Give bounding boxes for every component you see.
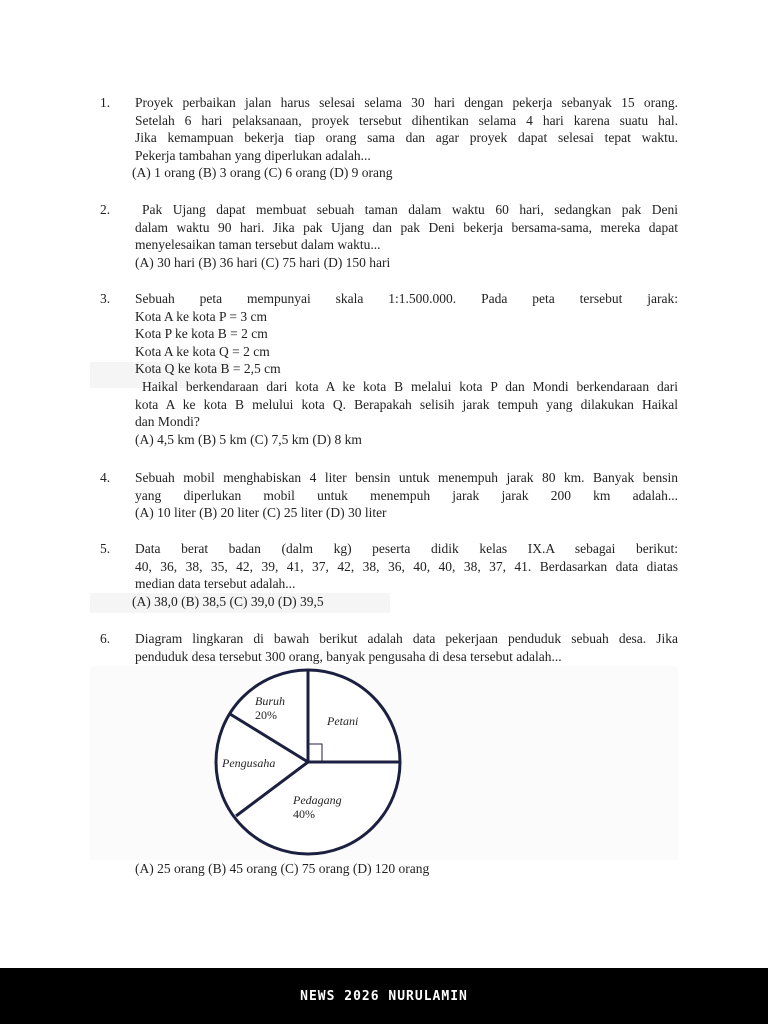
question-text-line: Sebuah peta mempunyai skala 1:1.500.000. Pada peta tersebut jarak: — [135, 291, 678, 306]
question-text-line: Sebuah mobil menghabiskan 4 liter bensin untuk menempuh jarak 80 km. Banyak bensin — [135, 470, 678, 485]
question-6-options — [100, 860, 678, 878]
question-number: 1. — [100, 95, 111, 110]
answer-options: (A) 1 orang (B) 3 orang (C) 6 orang (D) 9 orang — [132, 165, 393, 181]
question-2 — [100, 201, 678, 271]
pie-chart — [90, 666, 678, 860]
question-number: 3. — [100, 291, 111, 306]
question-text-line: 40, 36, 38, 35, 42, 39, 41, 37, 42, 38, 36, 40, 40, 38, 37, 41. Berdasarkan data diatas — [135, 558, 678, 574]
question-text-line: Pekerja tambahan yang diperlukan adalah... — [135, 147, 371, 163]
question-text-line: Jika kemampuan bekerja tiap orang sama dan agar proyek dapat selesai tepat waktu. — [135, 130, 678, 146]
question-text-line: kota A ke kota B melului kota Q. Berapakah selisih jarak tempuh yang dilakukan Haikal — [135, 396, 678, 412]
answer-options: (A) 25 orang (B) 45 orang (C) 75 orang (D) 120 orang — [135, 861, 430, 876]
slice-label-pedagang — [293, 793, 342, 821]
slice-label-pengusaha — [222, 756, 275, 770]
question-text-line: Setelah 6 hari pelaksanaan, proyek tersebut dihentikan selama 4 hari karena suatu hal. — [135, 112, 678, 128]
answer-options: (A) 38,0 (B) 38,5 (C) 39,0 (D) 39,5 — [132, 593, 324, 609]
pie-chart-area — [90, 666, 678, 860]
question-text-line: dan Mondi? — [135, 414, 200, 430]
slice-value: 20% — [255, 708, 277, 722]
answer-options: (A) 30 hari (B) 36 hari (C) 75 hari (D) 150 hari — [135, 254, 391, 270]
question-text-line: Diagram lingkaran di bawah berikut adalah data pekerjaan penduduk sebuah desa. Jika — [135, 631, 678, 646]
slice-value: 40% — [293, 807, 315, 821]
question-text-line: median data tersebut adalah... — [135, 576, 296, 592]
question-text-line: Haikal berkendaraan dari kota A ke kota B melalui kota P dan Mondi berkendaraan dari — [142, 378, 678, 394]
question-4 — [100, 469, 678, 522]
slice-name: Petani — [327, 714, 359, 728]
slice-name: Pengusaha — [222, 756, 276, 770]
slice-name: Pedagang — [293, 793, 342, 807]
question-6 — [100, 630, 678, 665]
question-number: 6. — [100, 631, 111, 646]
question-text-line: penduduk desa tersebut 300 orang, banyak pengusaha di desa tersebut adalah... — [135, 648, 562, 664]
question-text-line: Kota A ke kota P = 3 cm — [135, 308, 267, 324]
footer-text: NEWS 2026 NURULAMIN — [300, 989, 468, 1004]
question-text-line: yang diperlukan mobil untuk menempuh jarak jarak 200 km adalah... — [135, 487, 678, 503]
question-number: 4. — [100, 470, 111, 485]
question-1 — [100, 94, 678, 182]
footer-bar — [0, 968, 768, 1024]
question-5 — [100, 540, 678, 610]
question-text-line: Data berat badan (dalm kg) peserta didik kelas IX.A sebagai berikut: — [135, 541, 678, 556]
slice-name: Buruh — [255, 694, 285, 708]
question-3 — [100, 290, 678, 448]
question-text-line: menyelesaikan taman tersebut dalam waktu... — [135, 237, 381, 253]
question-text-line: Proyek perbaikan jalan harus selesai selama 30 hari dengan pekerja sebanyak 15 orang. — [135, 95, 678, 110]
slice-label-petani — [327, 714, 358, 728]
answer-options: (A) 10 liter (B) 20 liter (C) 25 liter (D) 30 liter — [135, 505, 387, 521]
answer-options: (A) 4,5 km (B) 5 km (C) 7,5 km (D) 8 km — [135, 431, 362, 447]
question-text-line: Pak Ujang dapat membuat sebuah taman dalam waktu 60 hari, sedangkan pak Deni — [142, 202, 678, 217]
question-text-line: dalam waktu 90 hari. Jika pak Ujang dan pak Deni bekerja bersama-sama, mereka dapat — [135, 219, 678, 235]
question-number: 2. — [100, 202, 111, 217]
question-number: 5. — [100, 541, 111, 556]
question-text-line: Kota A ke kota Q = 2 cm — [135, 343, 270, 359]
slice-label-buruh — [255, 694, 285, 722]
question-text-line: Kota Q ke kota B = 2,5 cm — [135, 361, 281, 377]
question-text-line: Kota P ke kota B = 2 cm — [135, 326, 268, 342]
